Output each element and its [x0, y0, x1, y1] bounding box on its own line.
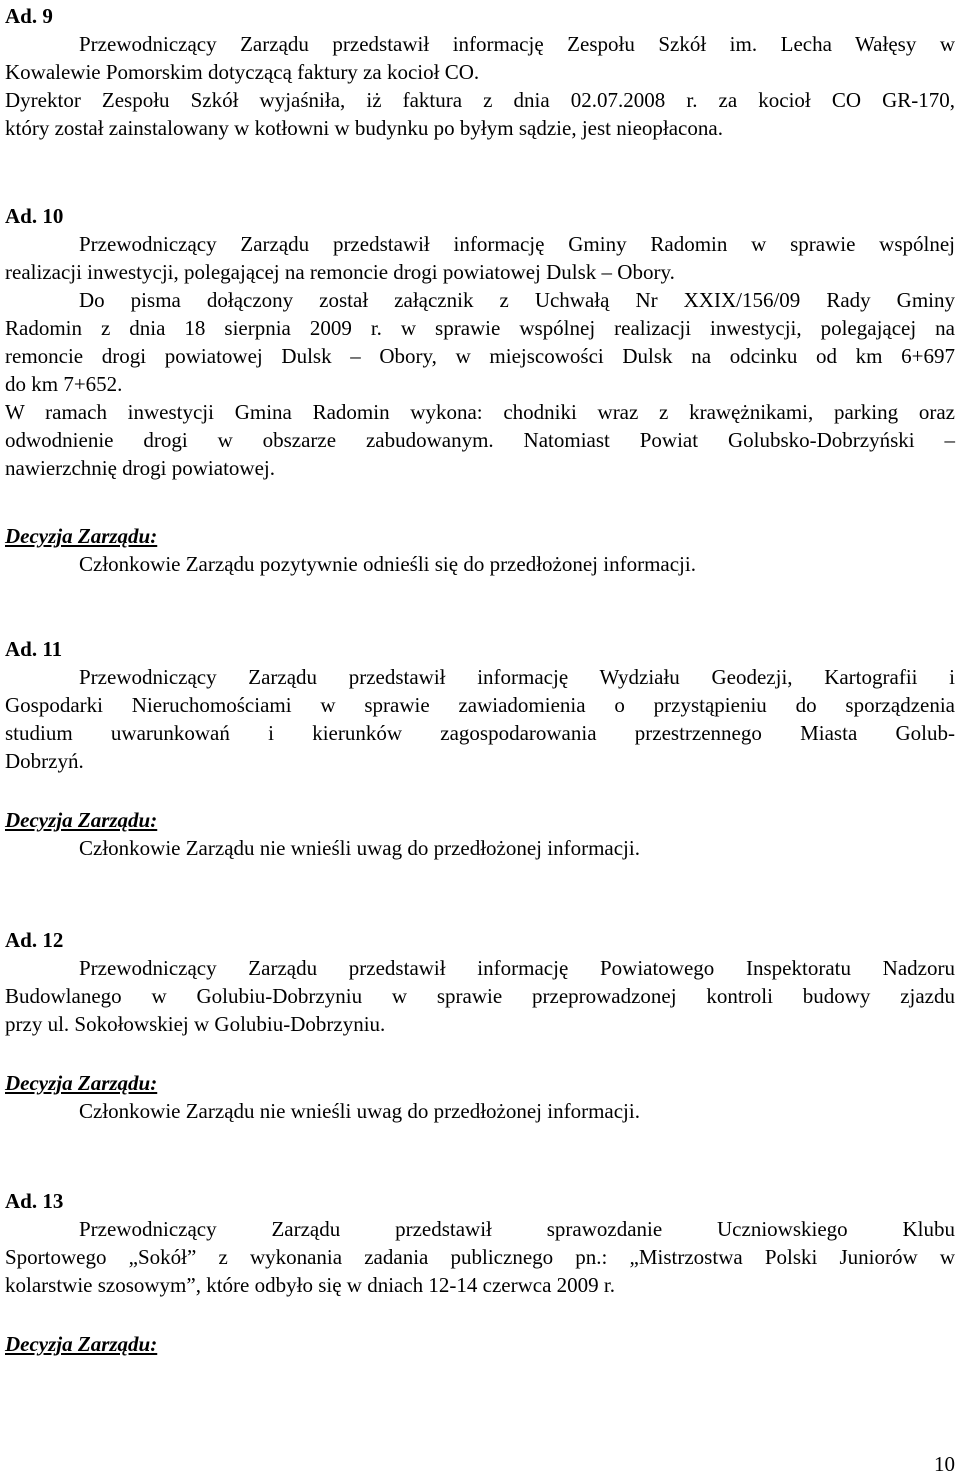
decision-label: Decyzja Zarządu: — [5, 1332, 158, 1356]
paragraph-line: Dyrektor Zespołu Szkół wyjaśniła, iż faktura z dnia 02.07.2008 r. za kocioł CO GR-170, — [5, 88, 955, 112]
section-heading: Ad. 12 — [5, 928, 64, 952]
paragraph-line: Sportowego „Sokół” z wykonania zadania publicznego pn.: „Mistrzostwa Polski Juniorów w — [5, 1245, 955, 1269]
paragraph-line: W ramach inwestycji Gmina Radomin wykona: chodniki wraz z krawężnikami, parking oraz — [5, 400, 955, 424]
paragraph-line: Przewodniczący Zarządu przedstawił informację Powiatowego Inspektoratu Nadzoru — [79, 956, 955, 980]
section-ad-13 — [5, 1187, 955, 1299]
decision-ad-11 — [5, 806, 955, 862]
decision-ad-13 — [5, 1330, 955, 1358]
paragraph-line: Przewodniczący Zarządu przedstawił sprawozdanie Uczniowskiego Klubu — [79, 1217, 955, 1241]
paragraph-line: do km 7+652. — [5, 372, 123, 396]
decision-text: Członkowie Zarządu nie wnieśli uwag do przedłożonej informacji. — [79, 1099, 640, 1123]
paragraph-line: przy ul. Sokołowskiej w Golubiu-Dobrzyniu. — [5, 1012, 386, 1036]
decision-ad-12 — [5, 1069, 955, 1125]
paragraph-line: Dobrzyń. — [5, 749, 84, 773]
paragraph-line: realizacji inwestycji, polegającej na remoncie drogi powiatowej Dulsk – Obory. — [5, 260, 675, 284]
section-heading: Ad. 9 — [5, 4, 53, 28]
decision-text: Członkowie Zarządu nie wnieśli uwag do przedłożonej informacji. — [79, 836, 640, 860]
decision-ad-10 — [5, 522, 955, 578]
section-ad-12 — [5, 926, 955, 1038]
decision-label: Decyzja Zarządu: — [5, 1071, 158, 1095]
paragraph-line: kolarstwie szosowym”, które odbyło się w dniach 12-14 czerwca 2009 r. — [5, 1273, 616, 1297]
section-ad-11 — [5, 635, 955, 775]
decision-label: Decyzja Zarządu: — [5, 808, 158, 832]
paragraph-line: odwodnienie drogi w obszarze zabudowanym. Natomiast Powiat Golubsko-Dobrzyński – — [5, 428, 955, 452]
decision-label: Decyzja Zarządu: — [5, 524, 158, 548]
paragraph-line: Przewodniczący Zarządu przedstawił informację Zespołu Szkół im. Lecha Wałęsy w — [79, 32, 955, 56]
paragraph-line: Do pisma dołączony został załącznik z Uchwałą Nr XXIX/156/09 Rady Gminy — [79, 288, 955, 312]
paragraph-line: Kowalewie Pomorskim dotyczącą faktury za kocioł CO. — [5, 60, 480, 84]
section-heading: Ad. 11 — [5, 637, 63, 661]
paragraph-line: Budowlanego w Golubiu-Dobrzyniu w sprawie przeprowadzonej kontroli budowy zjazdu — [5, 984, 955, 1008]
paragraph-line: który został zainstalowany w kotłowni w budynku po byłym sądzie, jest nieopłacona. — [5, 116, 723, 140]
section-heading: Ad. 10 — [5, 204, 64, 228]
paragraph-line: remoncie drogi powiatowej Dulsk – Obory, w miejscowości Dulsk na odcinku od km 6+697 — [5, 344, 955, 368]
decision-text: Członkowie Zarządu pozytywnie odnieśli się do przedłożonej informacji. — [79, 552, 696, 576]
paragraph-line: Radomin z dnia 18 sierpnia 2009 r. w sprawie wspólnej realizacji inwestycji, polegającej na — [5, 316, 955, 340]
section-ad-10 — [5, 202, 955, 482]
page-number: 10 — [934, 1452, 955, 1476]
paragraph-line: Gospodarki Nieruchomościami w sprawie zawiadomienia o przystąpieniu do sporządzenia — [5, 693, 955, 717]
section-ad-9 — [5, 2, 955, 142]
paragraph-line: Przewodniczący Zarządu przedstawił informację Gminy Radomin w sprawie wspólnej — [79, 232, 955, 256]
paragraph-line: studium uwarunkowań i kierunków zagospodarowania przestrzennego Miasta Golub- — [5, 721, 955, 745]
paragraph-line: Przewodniczący Zarządu przedstawił informację Wydziału Geodezji, Kartografii i — [79, 665, 955, 689]
section-heading: Ad. 13 — [5, 1189, 64, 1213]
paragraph-line: nawierzchnię drogi powiatowej. — [5, 456, 275, 480]
